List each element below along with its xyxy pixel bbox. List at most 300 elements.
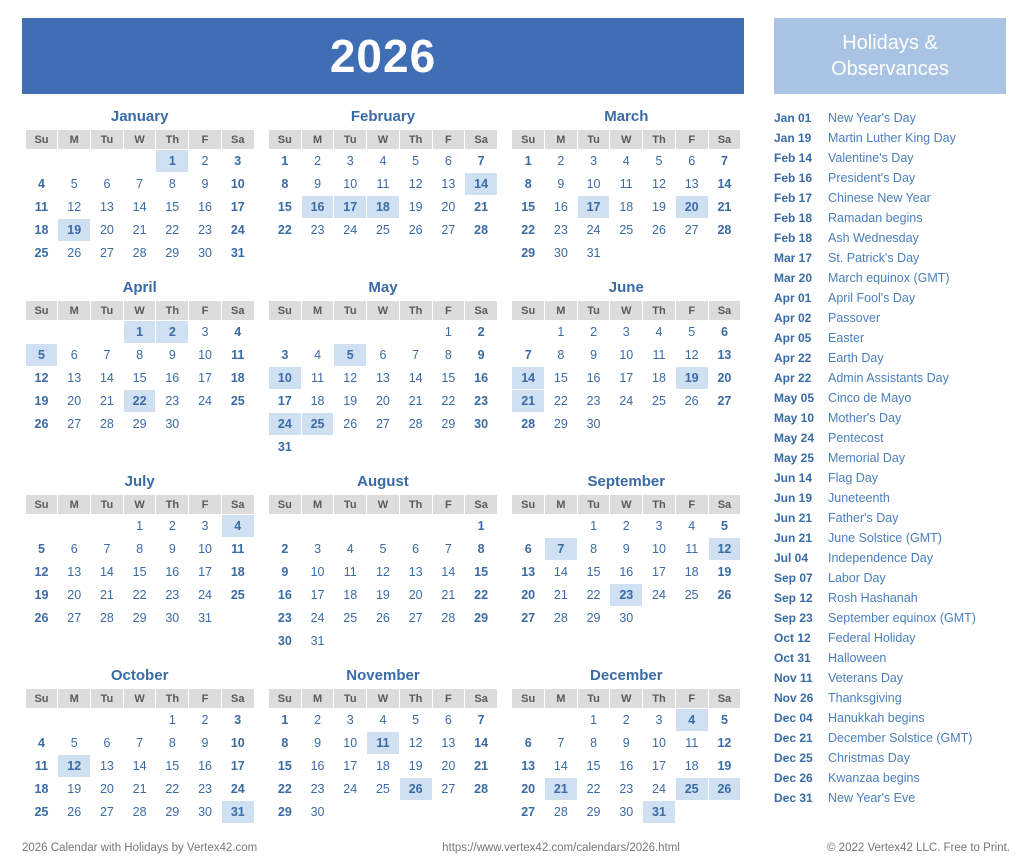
day-cell[interactable]: 22 [577,778,610,801]
day-cell[interactable]: 22 [577,584,610,607]
day-cell[interactable]: 18 [643,367,676,390]
day-cell[interactable]: 9 [189,173,222,196]
day-cell[interactable]: 24 [221,778,254,801]
day-cell[interactable]: 22 [465,584,498,607]
day-cell[interactable]: 6 [367,344,400,367]
day-cell[interactable]: 4 [25,732,58,755]
day-cell[interactable]: 27 [512,607,545,630]
day-cell-highlighted[interactable]: 21 [545,778,578,801]
day-cell-highlighted[interactable]: 12 [58,755,91,778]
day-cell[interactable]: 6 [675,150,708,173]
day-cell[interactable]: 24 [643,778,676,801]
day-cell[interactable]: 23 [189,778,222,801]
day-cell[interactable]: 23 [301,219,334,242]
day-cell[interactable]: 10 [221,173,254,196]
day-cell[interactable]: 11 [301,367,334,390]
day-cell[interactable]: 24 [334,778,367,801]
day-cell[interactable]: 26 [58,242,91,265]
day-cell[interactable]: 20 [432,755,465,778]
day-cell[interactable]: 14 [432,561,465,584]
day-cell[interactable]: 30 [189,801,222,824]
day-cell-highlighted[interactable]: 14 [512,367,545,390]
day-cell[interactable]: 1 [545,321,578,344]
day-cell[interactable]: 13 [512,755,545,778]
day-cell-highlighted[interactable]: 25 [675,778,708,801]
day-cell[interactable]: 21 [465,755,498,778]
day-cell-highlighted[interactable]: 26 [399,778,432,801]
day-cell-highlighted[interactable]: 17 [334,196,367,219]
day-cell-highlighted[interactable]: 24 [268,413,301,436]
day-cell[interactable]: 11 [675,538,708,561]
day-cell[interactable]: 28 [123,242,156,265]
day-cell[interactable]: 7 [432,538,465,561]
day-cell[interactable]: 8 [577,732,610,755]
day-cell[interactable]: 14 [91,561,124,584]
day-cell[interactable]: 15 [123,561,156,584]
day-cell[interactable]: 23 [156,584,189,607]
day-cell[interactable]: 11 [25,755,58,778]
day-cell[interactable]: 30 [610,801,643,824]
day-cell[interactable]: 18 [221,561,254,584]
day-cell[interactable]: 2 [301,709,334,732]
day-cell-highlighted[interactable]: 31 [643,801,676,824]
day-cell[interactable]: 2 [465,321,498,344]
day-cell[interactable]: 28 [465,219,498,242]
day-cell[interactable]: 28 [512,413,545,436]
day-cell-highlighted[interactable]: 5 [25,344,58,367]
day-cell[interactable]: 15 [577,755,610,778]
day-cell[interactable]: 2 [610,515,643,538]
day-cell[interactable]: 8 [123,344,156,367]
day-cell[interactable]: 27 [367,413,400,436]
day-cell[interactable]: 24 [221,219,254,242]
day-cell[interactable]: 1 [268,709,301,732]
day-cell[interactable]: 22 [268,778,301,801]
day-cell[interactable]: 18 [25,219,58,242]
day-cell-highlighted[interactable]: 20 [675,196,708,219]
day-cell[interactable]: 16 [189,755,222,778]
day-cell[interactable]: 4 [334,538,367,561]
day-cell[interactable]: 30 [268,630,301,653]
day-cell[interactable]: 29 [545,413,578,436]
day-cell[interactable]: 29 [123,607,156,630]
day-cell[interactable]: 14 [399,367,432,390]
day-cell[interactable]: 30 [301,801,334,824]
day-cell[interactable]: 1 [512,150,545,173]
day-cell[interactable]: 15 [268,755,301,778]
day-cell[interactable]: 6 [91,173,124,196]
day-cell[interactable]: 13 [432,732,465,755]
day-cell-highlighted[interactable]: 4 [221,515,254,538]
day-cell[interactable]: 25 [367,778,400,801]
day-cell[interactable]: 13 [708,344,741,367]
day-cell[interactable]: 10 [189,344,222,367]
day-cell[interactable]: 27 [58,413,91,436]
day-cell[interactable]: 15 [268,196,301,219]
day-cell[interactable]: 19 [25,390,58,413]
day-cell[interactable]: 1 [432,321,465,344]
day-cell[interactable]: 29 [577,801,610,824]
day-cell[interactable]: 25 [643,390,676,413]
day-cell[interactable]: 24 [189,390,222,413]
day-cell[interactable]: 9 [545,173,578,196]
day-cell[interactable]: 26 [25,607,58,630]
day-cell[interactable]: 2 [268,538,301,561]
day-cell[interactable]: 3 [301,538,334,561]
day-cell[interactable]: 28 [708,219,741,242]
day-cell[interactable]: 19 [334,390,367,413]
day-cell[interactable]: 9 [189,732,222,755]
day-cell-highlighted[interactable]: 17 [577,196,610,219]
day-cell[interactable]: 27 [512,801,545,824]
day-cell[interactable]: 7 [91,538,124,561]
day-cell-highlighted[interactable]: 14 [465,173,498,196]
day-cell[interactable]: 30 [610,607,643,630]
day-cell[interactable]: 20 [367,390,400,413]
day-cell[interactable]: 10 [301,561,334,584]
day-cell[interactable]: 15 [156,755,189,778]
day-cell[interactable]: 19 [25,584,58,607]
day-cell[interactable]: 18 [334,584,367,607]
day-cell[interactable]: 10 [610,344,643,367]
day-cell-highlighted[interactable]: 7 [545,538,578,561]
day-cell-highlighted[interactable]: 23 [610,584,643,607]
day-cell[interactable]: 13 [91,755,124,778]
day-cell[interactable]: 6 [432,150,465,173]
day-cell[interactable]: 17 [334,755,367,778]
day-cell[interactable]: 2 [610,709,643,732]
day-cell[interactable]: 19 [399,196,432,219]
day-cell[interactable]: 5 [675,321,708,344]
day-cell[interactable]: 2 [545,150,578,173]
day-cell[interactable]: 19 [708,755,741,778]
day-cell[interactable]: 7 [708,150,741,173]
day-cell[interactable]: 1 [156,709,189,732]
day-cell[interactable]: 28 [91,607,124,630]
day-cell[interactable]: 29 [156,242,189,265]
day-cell[interactable]: 18 [610,196,643,219]
day-cell[interactable]: 19 [367,584,400,607]
day-cell[interactable]: 9 [577,344,610,367]
day-cell[interactable]: 25 [25,801,58,824]
day-cell[interactable]: 22 [268,219,301,242]
day-cell[interactable]: 1 [577,709,610,732]
day-cell[interactable]: 4 [610,150,643,173]
day-cell[interactable]: 15 [432,367,465,390]
day-cell[interactable]: 15 [156,196,189,219]
day-cell-highlighted[interactable]: 19 [675,367,708,390]
day-cell-highlighted[interactable]: 12 [708,538,741,561]
day-cell[interactable]: 3 [221,150,254,173]
day-cell[interactable]: 21 [708,196,741,219]
day-cell[interactable]: 14 [123,755,156,778]
day-cell[interactable]: 13 [432,173,465,196]
day-cell[interactable]: 20 [708,367,741,390]
day-cell[interactable]: 18 [301,390,334,413]
day-cell[interactable]: 11 [25,196,58,219]
day-cell[interactable]: 6 [432,709,465,732]
day-cell[interactable]: 26 [58,801,91,824]
day-cell[interactable]: 26 [399,219,432,242]
day-cell[interactable]: 28 [399,413,432,436]
day-cell[interactable]: 12 [25,561,58,584]
day-cell[interactable]: 8 [156,173,189,196]
day-cell[interactable]: 10 [334,732,367,755]
day-cell[interactable]: 25 [675,584,708,607]
day-cell[interactable]: 22 [432,390,465,413]
day-cell[interactable]: 8 [512,173,545,196]
day-cell[interactable]: 9 [465,344,498,367]
day-cell[interactable]: 30 [156,413,189,436]
day-cell[interactable]: 1 [123,515,156,538]
day-cell[interactable]: 2 [301,150,334,173]
day-cell[interactable]: 24 [334,219,367,242]
day-cell-highlighted[interactable]: 25 [301,413,334,436]
day-cell[interactable]: 12 [367,561,400,584]
day-cell[interactable]: 26 [334,413,367,436]
day-cell[interactable]: 28 [465,778,498,801]
day-cell[interactable]: 24 [610,390,643,413]
day-cell[interactable]: 21 [123,219,156,242]
day-cell[interactable]: 10 [643,732,676,755]
day-cell[interactable]: 23 [465,390,498,413]
day-cell[interactable]: 14 [545,755,578,778]
day-cell[interactable]: 27 [91,801,124,824]
day-cell[interactable]: 8 [432,344,465,367]
day-cell[interactable]: 27 [708,390,741,413]
day-cell[interactable]: 22 [156,219,189,242]
day-cell[interactable]: 23 [610,778,643,801]
day-cell[interactable]: 23 [268,607,301,630]
day-cell[interactable]: 31 [268,436,301,459]
day-cell[interactable]: 5 [58,173,91,196]
day-cell[interactable]: 4 [675,515,708,538]
day-cell[interactable]: 16 [465,367,498,390]
day-cell[interactable]: 21 [399,390,432,413]
day-cell[interactable]: 3 [334,709,367,732]
day-cell[interactable]: 21 [91,584,124,607]
day-cell-highlighted[interactable]: 1 [123,321,156,344]
day-cell[interactable]: 14 [465,732,498,755]
day-cell[interactable]: 26 [367,607,400,630]
day-cell-highlighted[interactable]: 5 [334,344,367,367]
day-cell[interactable]: 9 [156,344,189,367]
day-cell[interactable]: 20 [91,219,124,242]
day-cell[interactable]: 11 [221,538,254,561]
day-cell[interactable]: 8 [268,173,301,196]
day-cell[interactable]: 24 [189,584,222,607]
day-cell[interactable]: 23 [545,219,578,242]
day-cell[interactable]: 30 [577,413,610,436]
day-cell[interactable]: 29 [577,607,610,630]
day-cell[interactable]: 20 [58,390,91,413]
day-cell[interactable]: 16 [156,561,189,584]
day-cell[interactable]: 31 [189,607,222,630]
day-cell[interactable]: 16 [545,196,578,219]
day-cell[interactable]: 16 [268,584,301,607]
day-cell[interactable]: 12 [399,173,432,196]
day-cell[interactable]: 17 [610,367,643,390]
day-cell[interactable]: 13 [399,561,432,584]
day-cell[interactable]: 18 [675,561,708,584]
day-cell[interactable]: 14 [123,196,156,219]
day-cell[interactable]: 17 [301,584,334,607]
day-cell[interactable]: 7 [512,344,545,367]
day-cell[interactable]: 15 [577,561,610,584]
day-cell[interactable]: 29 [156,801,189,824]
day-cell[interactable]: 7 [465,150,498,173]
day-cell[interactable]: 28 [123,801,156,824]
day-cell[interactable]: 2 [577,321,610,344]
day-cell[interactable]: 22 [512,219,545,242]
day-cell[interactable]: 29 [465,607,498,630]
day-cell[interactable]: 17 [221,755,254,778]
day-cell[interactable]: 26 [25,413,58,436]
day-cell[interactable]: 3 [268,344,301,367]
day-cell[interactable]: 25 [25,242,58,265]
day-cell[interactable]: 6 [58,344,91,367]
day-cell[interactable]: 21 [123,778,156,801]
day-cell[interactable]: 13 [91,196,124,219]
day-cell[interactable]: 12 [334,367,367,390]
day-cell[interactable]: 3 [221,709,254,732]
day-cell[interactable]: 8 [123,538,156,561]
day-cell[interactable]: 10 [334,173,367,196]
day-cell[interactable]: 7 [465,709,498,732]
day-cell[interactable]: 28 [91,413,124,436]
day-cell[interactable]: 30 [189,242,222,265]
day-cell[interactable]: 6 [91,732,124,755]
day-cell[interactable]: 23 [189,219,222,242]
day-cell[interactable]: 30 [465,413,498,436]
day-cell[interactable]: 26 [643,219,676,242]
day-cell[interactable]: 5 [708,709,741,732]
day-cell[interactable]: 5 [25,538,58,561]
day-cell[interactable]: 4 [367,709,400,732]
day-cell[interactable]: 20 [399,584,432,607]
day-cell[interactable]: 10 [643,538,676,561]
day-cell[interactable]: 27 [432,219,465,242]
day-cell[interactable]: 11 [221,344,254,367]
day-cell[interactable]: 20 [432,196,465,219]
day-cell[interactable]: 28 [545,801,578,824]
day-cell[interactable]: 6 [399,538,432,561]
day-cell[interactable]: 4 [25,173,58,196]
day-cell[interactable]: 9 [610,538,643,561]
day-cell[interactable]: 5 [708,515,741,538]
day-cell[interactable]: 12 [399,732,432,755]
day-cell[interactable]: 11 [675,732,708,755]
day-cell[interactable]: 14 [91,367,124,390]
day-cell[interactable]: 22 [545,390,578,413]
day-cell[interactable]: 30 [156,607,189,630]
day-cell[interactable]: 8 [156,732,189,755]
day-cell[interactable]: 5 [643,150,676,173]
footer-url[interactable]: https://www.vertex42.com/calendars/2026.html [442,842,680,854]
day-cell[interactable]: 12 [25,367,58,390]
day-cell[interactable]: 1 [268,150,301,173]
day-cell[interactable]: 14 [545,561,578,584]
day-cell[interactable]: 28 [545,607,578,630]
day-cell[interactable]: 28 [432,607,465,630]
day-cell[interactable]: 17 [268,390,301,413]
day-cell[interactable]: 18 [25,778,58,801]
day-cell[interactable]: 16 [189,196,222,219]
day-cell[interactable]: 29 [512,242,545,265]
day-cell-highlighted[interactable]: 22 [123,390,156,413]
day-cell[interactable]: 9 [301,732,334,755]
day-cell[interactable]: 3 [643,515,676,538]
day-cell[interactable]: 18 [367,755,400,778]
day-cell-highlighted[interactable]: 19 [58,219,91,242]
day-cell[interactable]: 30 [545,242,578,265]
day-cell[interactable]: 27 [432,778,465,801]
day-cell[interactable]: 13 [58,367,91,390]
day-cell[interactable]: 29 [432,413,465,436]
day-cell[interactable]: 4 [367,150,400,173]
day-cell[interactable]: 13 [512,561,545,584]
day-cell-highlighted[interactable]: 11 [367,732,400,755]
day-cell[interactable]: 22 [156,778,189,801]
day-cell[interactable]: 3 [334,150,367,173]
day-cell[interactable]: 24 [577,219,610,242]
day-cell[interactable]: 2 [189,709,222,732]
day-cell-highlighted[interactable]: 18 [367,196,400,219]
day-cell[interactable]: 16 [610,561,643,584]
day-cell[interactable]: 19 [58,778,91,801]
day-cell[interactable]: 10 [221,732,254,755]
day-cell[interactable]: 4 [221,321,254,344]
day-cell[interactable]: 17 [643,561,676,584]
day-cell[interactable]: 15 [545,367,578,390]
day-cell[interactable]: 16 [610,755,643,778]
day-cell[interactable]: 6 [708,321,741,344]
day-cell[interactable]: 21 [91,390,124,413]
day-cell[interactable]: 22 [123,584,156,607]
day-cell[interactable]: 18 [675,755,708,778]
day-cell[interactable]: 7 [399,344,432,367]
day-cell[interactable]: 18 [221,367,254,390]
day-cell[interactable]: 5 [399,709,432,732]
day-cell[interactable]: 27 [58,607,91,630]
day-cell[interactable]: 1 [465,515,498,538]
day-cell[interactable]: 9 [610,732,643,755]
day-cell[interactable]: 21 [545,584,578,607]
day-cell[interactable]: 6 [512,732,545,755]
day-cell[interactable]: 24 [643,584,676,607]
day-cell-highlighted[interactable]: 10 [268,367,301,390]
day-cell[interactable]: 21 [432,584,465,607]
day-cell[interactable]: 9 [156,538,189,561]
day-cell[interactable]: 26 [675,390,708,413]
day-cell[interactable]: 19 [399,755,432,778]
day-cell[interactable]: 7 [545,732,578,755]
day-cell-highlighted[interactable]: 16 [301,196,334,219]
day-cell[interactable]: 11 [334,561,367,584]
day-cell[interactable]: 16 [301,755,334,778]
day-cell[interactable]: 4 [643,321,676,344]
day-cell[interactable]: 19 [643,196,676,219]
day-cell[interactable]: 2 [189,150,222,173]
day-cell[interactable]: 3 [189,515,222,538]
day-cell-highlighted[interactable]: 26 [708,778,741,801]
day-cell[interactable]: 24 [301,607,334,630]
day-cell-highlighted[interactable]: 1 [156,150,189,173]
day-cell[interactable]: 29 [268,801,301,824]
day-cell[interactable]: 12 [675,344,708,367]
day-cell[interactable]: 6 [58,538,91,561]
day-cell[interactable]: 17 [221,196,254,219]
